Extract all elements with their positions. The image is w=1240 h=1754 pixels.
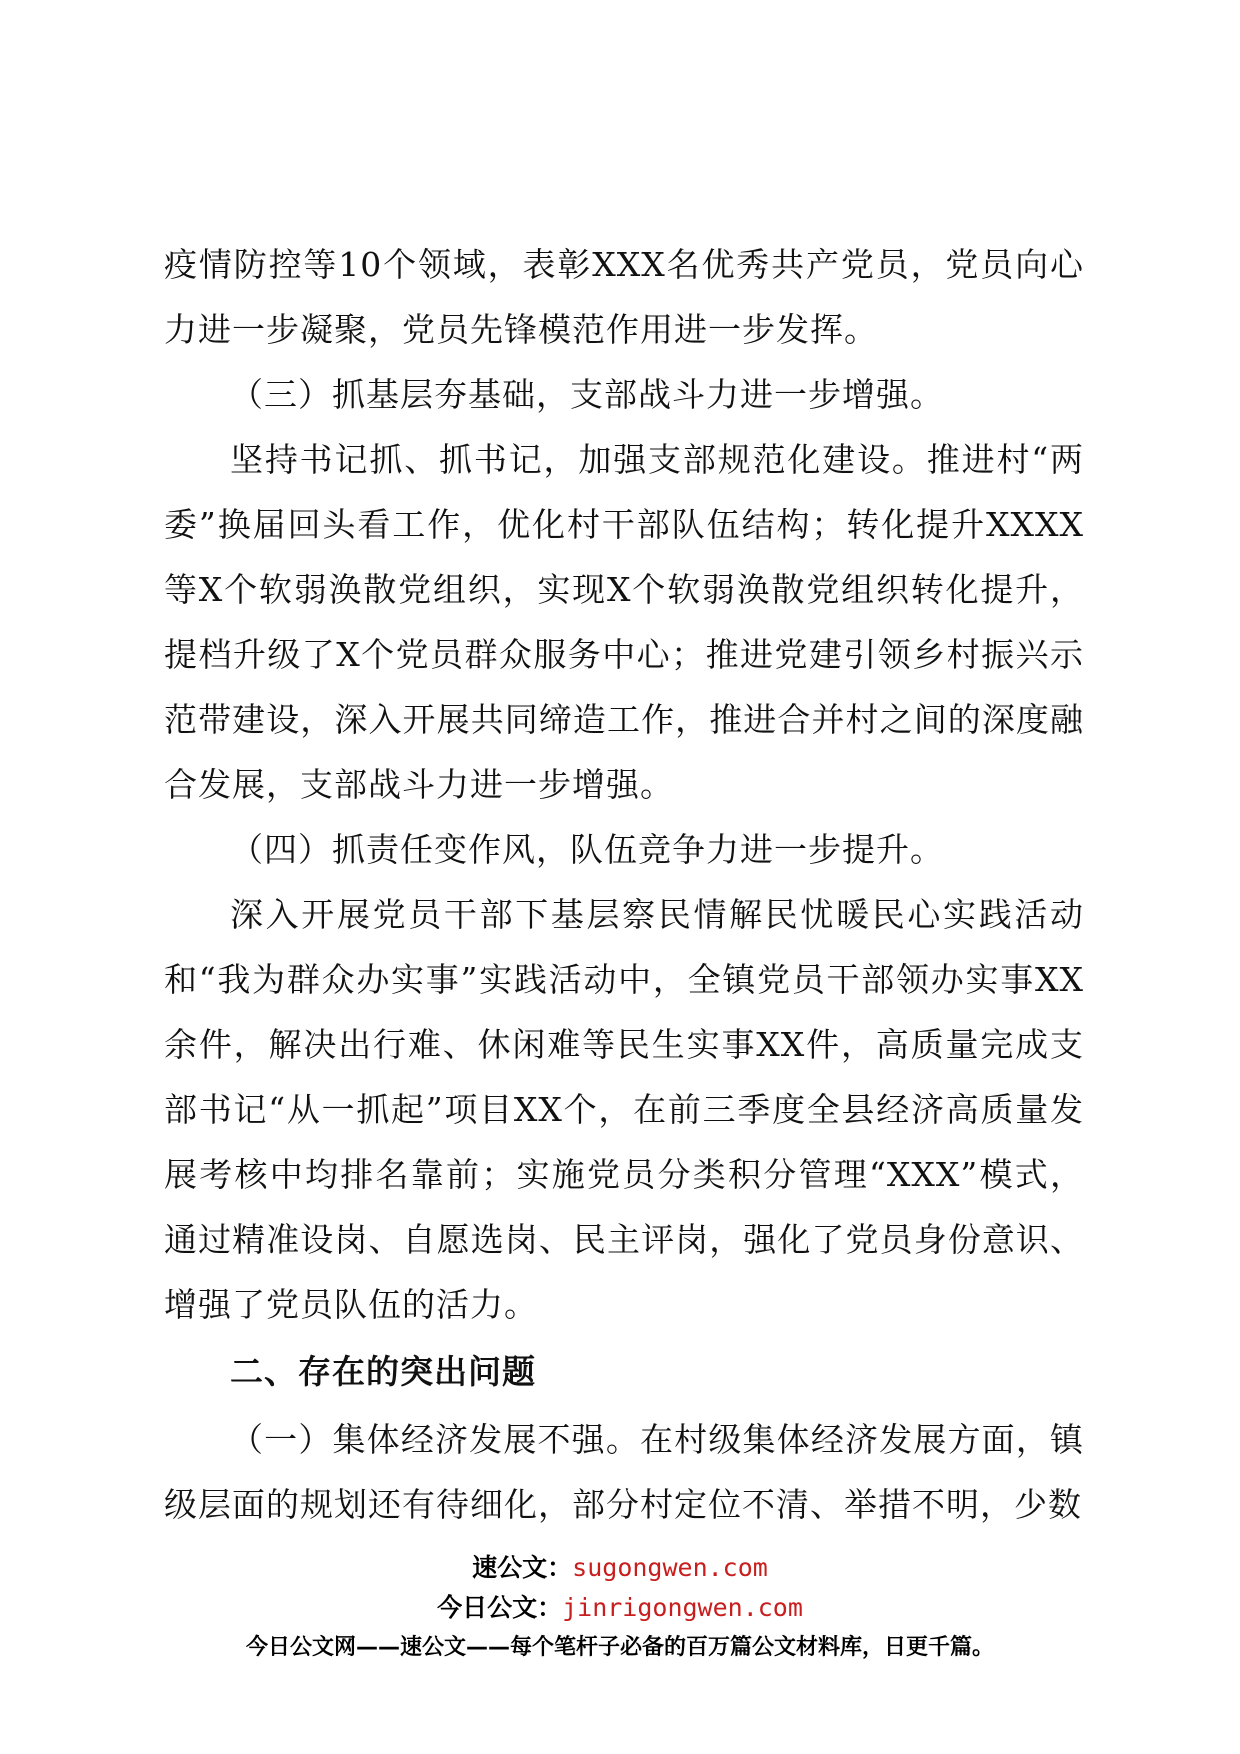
footer-tagline: 今日公文网——速公文——每个笔杆子必备的百万篇公文材料库，日更千篇。 (245, 1635, 994, 1660)
document-body (164, 232, 1084, 1537)
footer-line-jinrigongwen (0, 1588, 1240, 1624)
footer-label-2: 今日公文： (437, 1593, 563, 1622)
footer-link-sugongwen[interactable]: sugongwen.com (572, 1553, 768, 1582)
paragraph-section-1-4: 深入开展党员干部下基层察民情解民忧暖民心实践活动和“我为群众办实事”实践活动中，全镇党员干部领办实事XX余件，解决出行难、休闲难等民生实事XX件，高质量完成支部书记“从一抓起”项目XX个，在前三季度全县经济高质量发展考核中均排名靠前；实施党员分类积分管理“XXX”模式，通过精准设岗、自愿选岗、民主评岗，强化了党员身份意识、增强了党员队伍的活力。 (164, 895, 1084, 1324)
footer-line-sugongwen (0, 1548, 1240, 1584)
section-2-title: 二、存在的突出问题 (230, 1352, 536, 1391)
heading-section-1-4: （四）抓责任变作风，队伍竞争力进一步提升。 (230, 830, 944, 869)
paragraph-continuation: 疫情防控等10个领域，表彰XXX名优秀共产党员，党员向心力进一步凝聚，党员先锋模范作用进一步发挥。 (164, 245, 1084, 349)
footer-link-jinrigongwen[interactable]: jinrigongwen.com (562, 1593, 803, 1622)
paragraph-section-1-3: 坚持书记抓、抓书记，加强支部规范化建设。推进村“两委”换届回头看工作，优化村干部队伍结构；转化提升XXXX等X个软弱涣散党组织，实现X个软弱涣散党组织转化提升，提档升级了X个党员群众服务中心；推进党建引领乡村振兴示范带建设，深入开展共同缔造工作，推进合并村之间的深度融合发展，支部战斗力进一步增强。 (164, 440, 1084, 804)
heading-section-1-3: （三）抓基层夯基础，支部战斗力进一步增强。 (230, 375, 944, 414)
footer-label-1: 速公文： (472, 1553, 573, 1582)
paragraph-problem-1: （一）集体经济发展不强。在村级集体经济发展方面，镇级层面的规划还有待细化，部分村定位不清、举措不明，少数 (164, 1420, 1084, 1524)
